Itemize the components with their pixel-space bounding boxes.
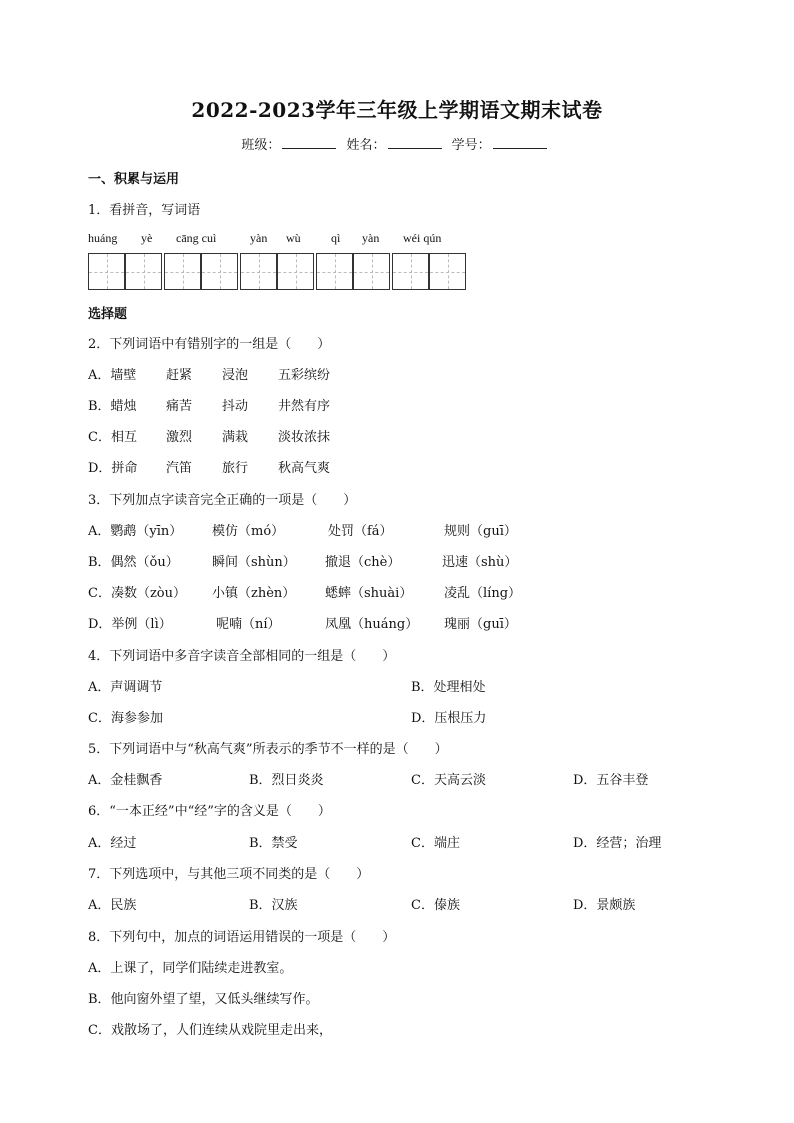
q3-option-a-2: 模仿（mó） [212, 524, 285, 539]
q8-option-c[interactable]: C．戏散场了，人们连续从戏院里走出来， [88, 1023, 332, 1038]
q5-option-a[interactable]: A．金桂飘香 [88, 773, 163, 788]
q2-option-d-2: 汽笛 [166, 461, 193, 476]
q8-option-b[interactable]: B．他向窗外望了望，又低头继续写作。 [88, 992, 319, 1007]
section-heading-choice: 选择题 [88, 307, 128, 322]
q3-option-d-2: 呢喃（ní） [216, 617, 281, 632]
grid-cell[interactable] [353, 253, 390, 290]
q2-option-b-4: 井然有序 [278, 399, 331, 414]
pinyin-2: yè [141, 231, 153, 245]
q7-stem: 7．下列选项中，与其他三项不同类的是（ ） [88, 867, 370, 882]
q8-option-a[interactable]: A．上课了，同学们陆续走进教室。 [88, 961, 293, 976]
pinyin-4: yàn [250, 231, 268, 245]
q3-option-d-4: 瑰丽（guī） [444, 617, 517, 632]
q6-stem: 6．“一本正经”中“经”字的含义是（ ） [88, 804, 331, 819]
writing-grid [88, 253, 466, 291]
q2-option-a-3: 浸泡 [222, 368, 249, 383]
pinyin-6: qì [331, 231, 341, 245]
q6-option-a[interactable]: A．经过 [88, 836, 137, 851]
pinyin-7: yàn [362, 231, 380, 245]
q2-option-b-2: 痛苦 [166, 399, 193, 414]
q1-stem: 1．看拼音，写词语 [88, 203, 201, 218]
q2-option-c-2: 激烈 [166, 430, 193, 445]
q2-option-b-1[interactable]: B．蜡烛 [88, 399, 137, 414]
section-heading-accumulation: 一、积累与运用 [88, 172, 180, 187]
q3-option-b-1[interactable]: B．偶然（ǒu） [88, 555, 179, 570]
q6-option-c[interactable]: C．端庄 [411, 836, 460, 851]
grid-cell[interactable] [240, 253, 277, 290]
class-blank[interactable] [282, 136, 336, 149]
q7-option-b[interactable]: B．汉族 [249, 898, 298, 913]
pinyin-1: huáng [88, 231, 118, 245]
id-blank[interactable] [493, 136, 547, 149]
q4-stem: 4．下列词语中多音字读音全部相同的一组是（ ） [88, 649, 396, 664]
grid-cell[interactable] [164, 253, 201, 290]
grid-cell[interactable] [392, 253, 429, 290]
q5-option-c[interactable]: C．天高云淡 [411, 773, 486, 788]
page-title: 2022-2023学年三年级上学期语文期末试卷 [191, 98, 603, 122]
q2-option-d-4: 秋高气爽 [278, 461, 331, 476]
q3-option-a-4: 规则（guī） [444, 524, 517, 539]
pinyin-3: cāng cuì [176, 231, 217, 245]
q2-option-d-3: 旅行 [222, 461, 249, 476]
q7-option-c[interactable]: C．傣族 [411, 898, 460, 913]
q3-option-b-4: 迅速（shù） [442, 555, 518, 570]
q2-option-d-1[interactable]: D．拼命 [88, 461, 138, 476]
q4-option-c[interactable]: C．海参参加 [88, 711, 163, 726]
grid-cell[interactable] [201, 253, 238, 290]
q4-option-b[interactable]: B．处理相处 [411, 680, 486, 695]
grid-cell[interactable] [429, 253, 466, 290]
q2-option-a-1[interactable]: A．墙壁 [88, 368, 137, 383]
q5-option-b[interactable]: B．烈日炎炎 [249, 773, 324, 788]
q6-option-b[interactable]: B．禁受 [249, 836, 298, 851]
q3-option-a-1[interactable]: A．鹦鹉（yīn） [88, 524, 183, 539]
class-label: 班级： [241, 138, 281, 153]
q2-option-b-3: 抖动 [222, 399, 249, 414]
q7-option-a[interactable]: A．民族 [88, 898, 137, 913]
q3-option-d-3: 凤凰（huáng） [325, 617, 419, 632]
q3-option-c-2: 小镇（zhèn） [212, 586, 296, 601]
grid-cell[interactable] [277, 253, 314, 290]
q6-option-d[interactable]: D．经营；治理 [573, 836, 662, 851]
q5-stem: 5．下列词语中与“秋高气爽”所表示的季节不一样的是（ ） [88, 742, 448, 757]
q2-option-a-2: 赶紧 [166, 368, 193, 383]
q3-option-b-3: 撤退（chè） [325, 555, 401, 570]
name-label: 姓名： [346, 138, 386, 153]
q4-option-d[interactable]: D．压根压力 [411, 711, 487, 726]
q2-option-c-1[interactable]: C．相互 [88, 430, 137, 445]
q2-option-c-4: 淡妆浓抹 [278, 430, 331, 445]
id-label: 学号： [451, 138, 491, 153]
grid-cell[interactable] [316, 253, 353, 290]
q3-option-b-2: 瞬间（shùn） [212, 555, 296, 570]
q5-option-d[interactable]: D．五谷丰登 [573, 773, 649, 788]
grid-cell[interactable] [88, 253, 125, 290]
q3-option-c-3: 蟋蟀（shuài） [325, 586, 413, 601]
q3-option-a-3: 处罚（fá） [328, 524, 393, 539]
q2-stem: 2．下列词语中有错别字的一组是（ ） [88, 337, 331, 352]
q3-option-d-1[interactable]: D．举例（lì） [88, 617, 172, 632]
pinyin-8: wéi qún [403, 231, 442, 245]
q2-option-c-3: 满栽 [222, 430, 249, 445]
name-blank[interactable] [388, 136, 442, 149]
q8-stem: 8．下列句中，加点的词语运用错误的一项是（ ） [88, 930, 396, 945]
q4-option-a[interactable]: A．声调调节 [88, 680, 163, 695]
q2-option-a-4: 五彩缤纷 [278, 368, 331, 383]
q3-stem: 3．下列加点字读音完全正确的一项是（ ） [88, 493, 357, 508]
pinyin-5: wù [286, 231, 301, 245]
grid-cell[interactable] [125, 253, 162, 290]
q7-option-d[interactable]: D．景颇族 [573, 898, 636, 913]
q3-option-c-4: 凌乱（líng） [444, 586, 522, 601]
q3-option-c-1[interactable]: C．凑数（zòu） [88, 586, 186, 601]
student-info-line [0, 134, 794, 153]
